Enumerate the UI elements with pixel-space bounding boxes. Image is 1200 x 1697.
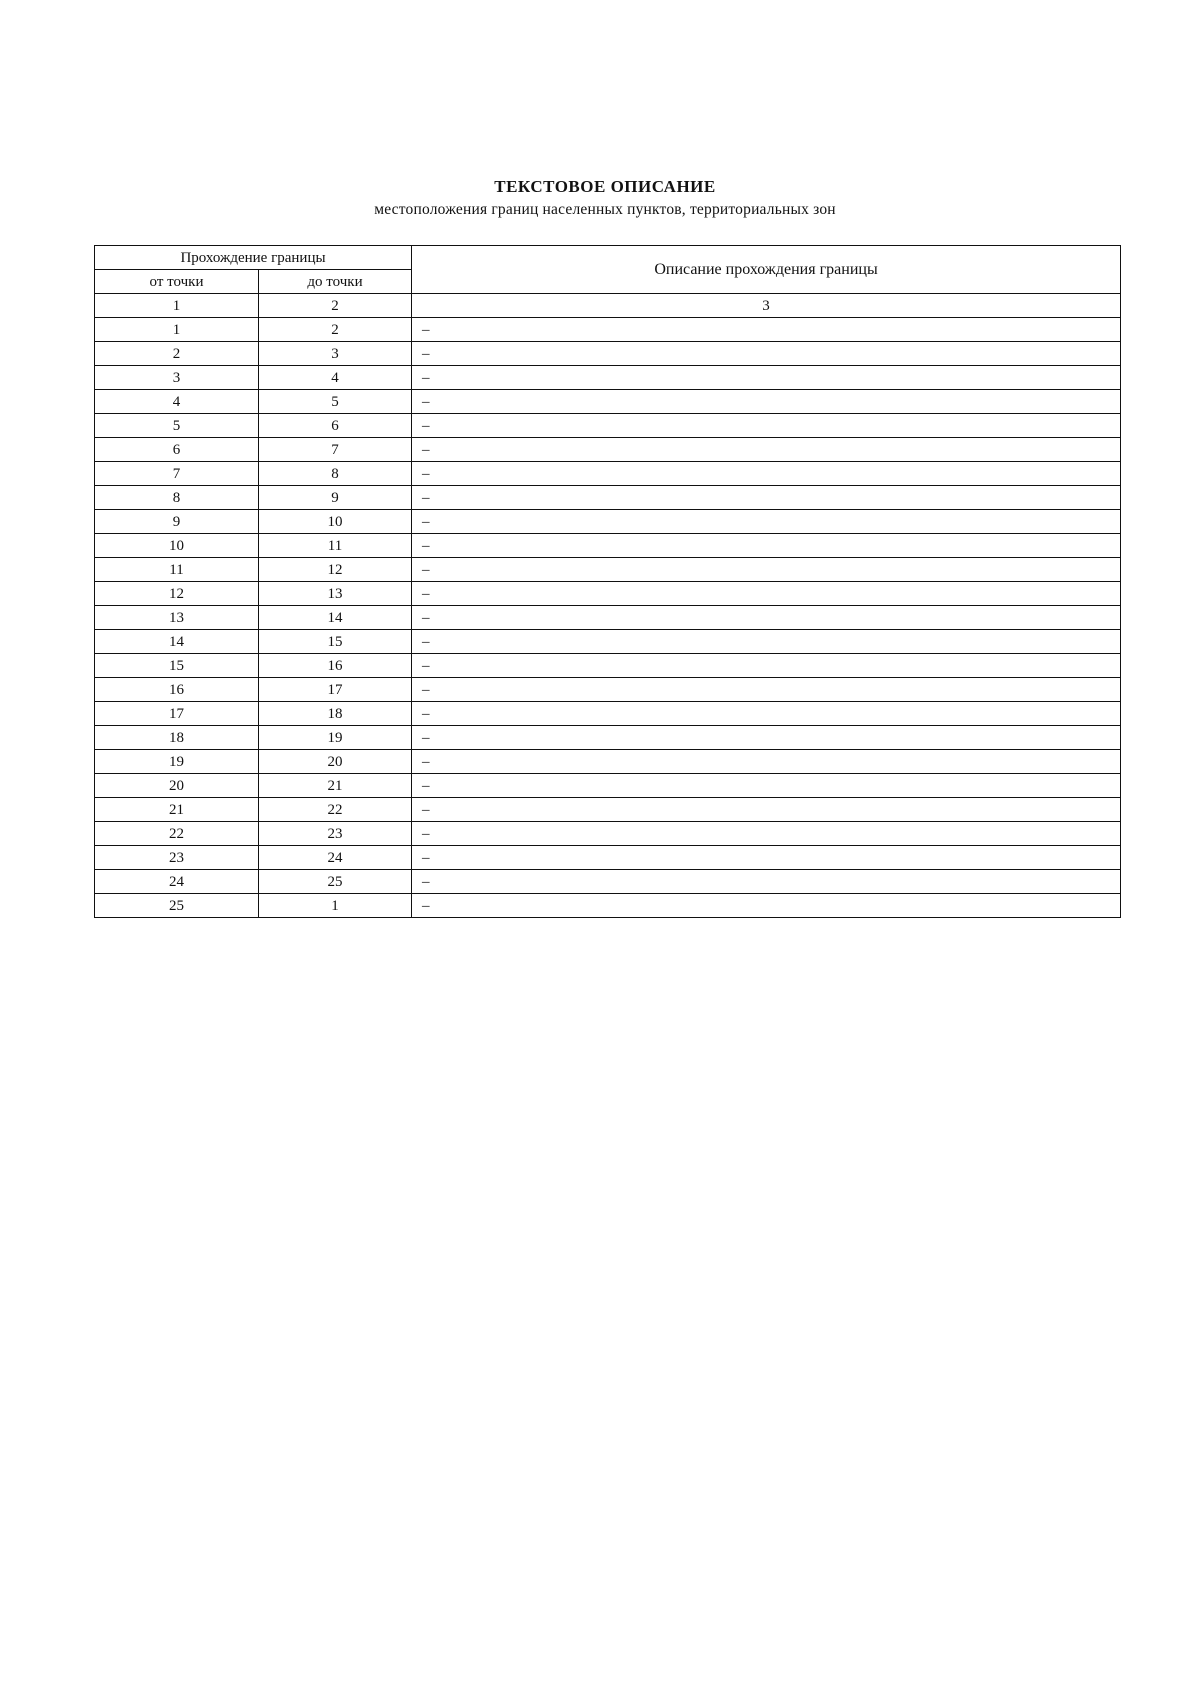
from-point-cell: 12 — [95, 582, 259, 606]
to-point-cell: 24 — [259, 846, 412, 870]
column-number-1: 1 — [95, 294, 259, 318]
to-point-cell: 5 — [259, 390, 412, 414]
column-number-3: 3 — [412, 294, 1121, 318]
description-cell: – — [412, 438, 1121, 462]
from-point-cell: 18 — [95, 726, 259, 750]
document-subtitle: местоположения границ населенных пунктов, территориальных зон — [374, 201, 836, 218]
table-row — [95, 414, 1121, 438]
from-point-cell: 1 — [95, 318, 259, 342]
table-row — [95, 846, 1121, 870]
to-point-cell: 10 — [259, 510, 412, 534]
header-to-point: до точки — [259, 270, 412, 294]
from-point-cell: 17 — [95, 702, 259, 726]
description-cell: – — [412, 750, 1121, 774]
description-cell: – — [412, 870, 1121, 894]
to-point-cell: 11 — [259, 534, 412, 558]
boundary-table-header — [95, 246, 1121, 318]
description-cell: – — [412, 486, 1121, 510]
header-from-point: от точки — [95, 270, 259, 294]
to-point-cell: 7 — [259, 438, 412, 462]
from-point-cell: 25 — [95, 894, 259, 918]
table-row — [95, 390, 1121, 414]
to-point-cell: 23 — [259, 822, 412, 846]
description-cell: – — [412, 318, 1121, 342]
table-row — [95, 342, 1121, 366]
table-row — [95, 894, 1121, 918]
table-row — [95, 606, 1121, 630]
to-point-cell: 22 — [259, 798, 412, 822]
table-row — [95, 366, 1121, 390]
to-point-cell: 20 — [259, 750, 412, 774]
table-row — [95, 870, 1121, 894]
to-point-cell: 13 — [259, 582, 412, 606]
to-point-cell: 25 — [259, 870, 412, 894]
from-point-cell: 9 — [95, 510, 259, 534]
to-point-cell: 21 — [259, 774, 412, 798]
to-point-cell: 18 — [259, 702, 412, 726]
description-cell: – — [412, 342, 1121, 366]
to-point-cell: 12 — [259, 558, 412, 582]
description-cell: – — [412, 582, 1121, 606]
from-point-cell: 8 — [95, 486, 259, 510]
table-row — [95, 654, 1121, 678]
table-row — [95, 486, 1121, 510]
from-point-cell: 16 — [95, 678, 259, 702]
from-point-cell: 11 — [95, 558, 259, 582]
table-row — [95, 462, 1121, 486]
to-point-cell: 1 — [259, 894, 412, 918]
header-boundary-description: Описание прохождения границы — [412, 246, 1121, 294]
description-cell: – — [412, 702, 1121, 726]
description-cell: – — [412, 630, 1121, 654]
to-point-cell: 14 — [259, 606, 412, 630]
table-row — [95, 318, 1121, 342]
description-cell: – — [412, 798, 1121, 822]
table-row — [95, 630, 1121, 654]
description-cell: – — [412, 414, 1121, 438]
table-row — [95, 726, 1121, 750]
description-cell: – — [412, 366, 1121, 390]
from-point-cell: 23 — [95, 846, 259, 870]
from-point-cell: 15 — [95, 654, 259, 678]
description-cell: – — [412, 606, 1121, 630]
to-point-cell: 6 — [259, 414, 412, 438]
table-row — [95, 582, 1121, 606]
table-row — [95, 702, 1121, 726]
description-cell: – — [412, 534, 1121, 558]
to-point-cell: 15 — [259, 630, 412, 654]
from-point-cell: 6 — [95, 438, 259, 462]
description-cell: – — [412, 678, 1121, 702]
description-cell: – — [412, 390, 1121, 414]
to-point-cell: 16 — [259, 654, 412, 678]
description-cell: – — [412, 726, 1121, 750]
description-cell: – — [412, 822, 1121, 846]
boundary-table-body — [95, 318, 1121, 918]
table-row — [95, 438, 1121, 462]
table-row — [95, 822, 1121, 846]
from-point-cell: 4 — [95, 390, 259, 414]
description-cell: – — [412, 510, 1121, 534]
description-cell: – — [412, 846, 1121, 870]
to-point-cell: 3 — [259, 342, 412, 366]
description-cell: – — [412, 654, 1121, 678]
to-point-cell: 2 — [259, 318, 412, 342]
table-row — [95, 774, 1121, 798]
from-point-cell: 24 — [95, 870, 259, 894]
to-point-cell: 8 — [259, 462, 412, 486]
table-row — [95, 558, 1121, 582]
table-row — [95, 798, 1121, 822]
from-point-cell: 13 — [95, 606, 259, 630]
table-row — [95, 510, 1121, 534]
header-boundary-passage: Прохождение границы — [95, 246, 412, 270]
from-point-cell: 14 — [95, 630, 259, 654]
table-row — [95, 750, 1121, 774]
description-cell: – — [412, 774, 1121, 798]
table-row — [95, 678, 1121, 702]
from-point-cell: 22 — [95, 822, 259, 846]
to-point-cell: 4 — [259, 366, 412, 390]
document-title: ТЕКСТОВОЕ ОПИСАНИЕ — [494, 177, 716, 196]
from-point-cell: 20 — [95, 774, 259, 798]
from-point-cell: 5 — [95, 414, 259, 438]
table-row — [95, 534, 1121, 558]
description-cell: – — [412, 462, 1121, 486]
from-point-cell: 21 — [95, 798, 259, 822]
from-point-cell: 2 — [95, 342, 259, 366]
boundary-table — [94, 245, 1121, 918]
from-point-cell: 7 — [95, 462, 259, 486]
to-point-cell: 19 — [259, 726, 412, 750]
column-number-2: 2 — [259, 294, 412, 318]
description-cell: – — [412, 558, 1121, 582]
from-point-cell: 10 — [95, 534, 259, 558]
to-point-cell: 9 — [259, 486, 412, 510]
from-point-cell: 3 — [95, 366, 259, 390]
to-point-cell: 17 — [259, 678, 412, 702]
from-point-cell: 19 — [95, 750, 259, 774]
description-cell: – — [412, 894, 1121, 918]
